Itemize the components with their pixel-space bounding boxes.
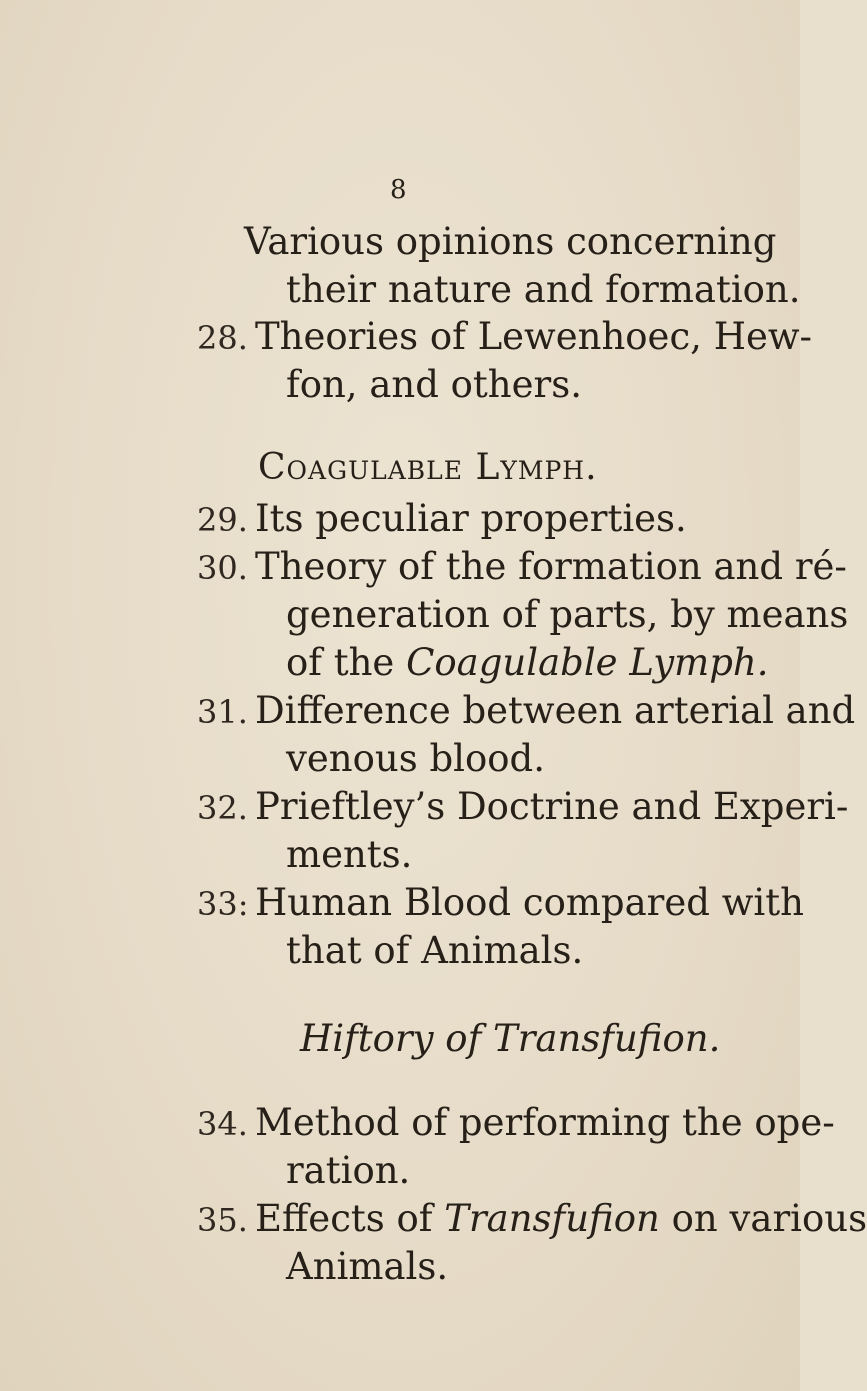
entry-text-line: ments. <box>286 833 413 876</box>
entry-text-line: Various opinions concerning <box>244 220 777 263</box>
section-heading: Coagulable Lymph. <box>258 447 598 488</box>
entry-number: 34. <box>197 1105 248 1143</box>
entry-text-line: Method of performing the ope- <box>255 1101 835 1144</box>
entry-text-line: Prieftley’s Doctrine and Experi- <box>255 785 849 828</box>
entry-text-line: Theories of Lewenhoec, Hew- <box>255 315 813 358</box>
entry-text-line: fon, and others. <box>286 363 582 406</box>
entry-number: 31. <box>197 693 248 731</box>
entry-text-line: ration. <box>286 1149 411 1192</box>
entry-text-line: Theory of the formation and ré- <box>255 545 847 588</box>
entry-number: 33: <box>197 885 249 923</box>
entry-text-line: Effects of Transfufion on various <box>255 1197 867 1240</box>
entry-number: 29. <box>197 501 248 539</box>
entry-text-line: Human Blood compared with <box>255 881 804 924</box>
entry-number: 35. <box>197 1201 248 1239</box>
entry-text-line: their nature and formation. <box>286 268 801 311</box>
section-heading: Hiftory of Transfufion. <box>300 1017 721 1060</box>
entry-text-line: Its peculiar properties. <box>255 497 687 540</box>
entry-text-line: Animals. <box>286 1245 449 1288</box>
entry-number: 30. <box>197 549 248 587</box>
entry-text-line: that of Animals. <box>286 929 584 972</box>
entry-text-line: of the Coagulable Lymph. <box>286 641 769 684</box>
entry-text-line: generation of parts, by means <box>286 593 849 636</box>
entry-number: 32. <box>197 789 248 827</box>
entry-text-line: Difference between arterial and <box>255 689 856 732</box>
page-number: 8 <box>390 175 407 205</box>
entry-number: 28. <box>197 319 248 357</box>
entry-text-line: venous blood. <box>286 737 545 780</box>
